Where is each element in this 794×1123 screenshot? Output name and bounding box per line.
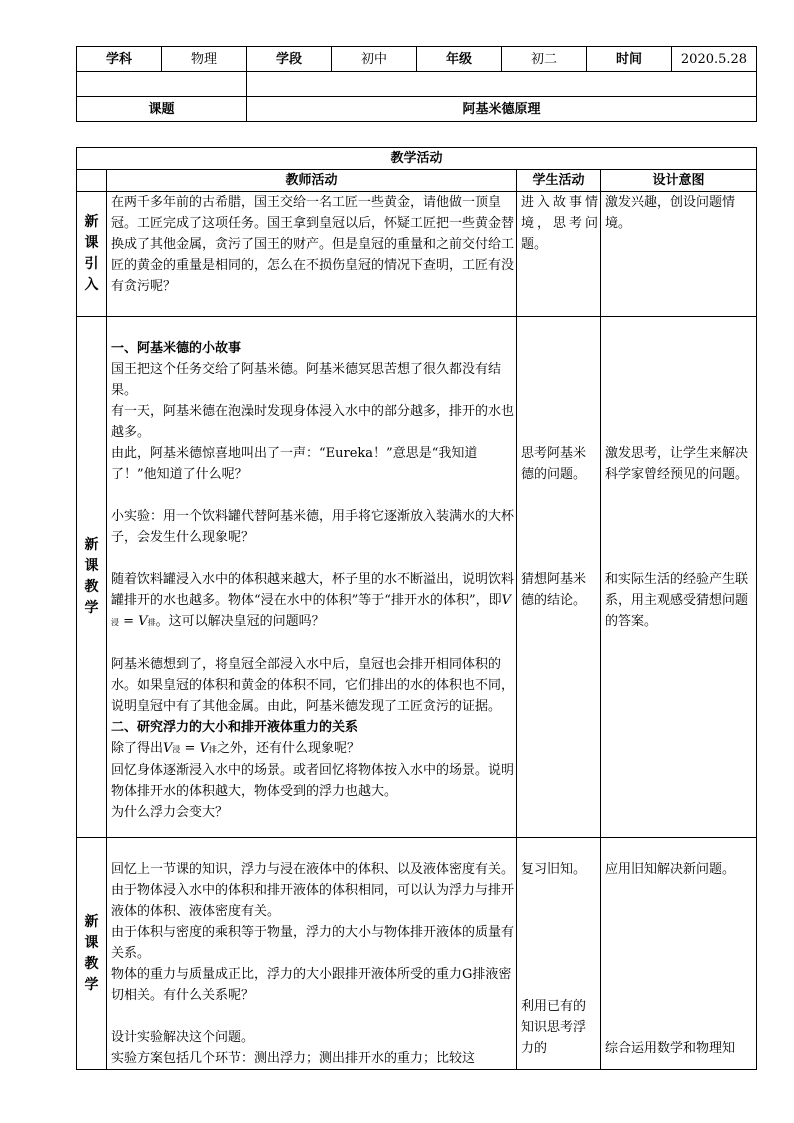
section-intro: 新 课 引 入 xyxy=(77,192,107,317)
time-label: 时间 xyxy=(587,47,672,72)
col-teacher: 教师活动 xyxy=(107,170,517,192)
section-teach-2: 新 课 教 学 xyxy=(77,838,107,1070)
col-student: 学生活动 xyxy=(517,170,601,192)
col-design: 设计意图 xyxy=(601,170,757,192)
heading-story: 一、阿基米德的小故事 xyxy=(111,341,242,356)
topic-label: 课题 xyxy=(77,97,247,122)
empty-cell xyxy=(77,72,247,97)
activity-title: 教学活动 xyxy=(77,148,757,170)
stage-value: 初中 xyxy=(332,47,417,72)
empty-cell xyxy=(77,170,107,192)
teach2-design-text: 应用旧知解决新问题。 综合运用数学和物理知 xyxy=(601,838,757,1070)
activity-table xyxy=(76,147,757,1070)
time-value: 2020.5.28 xyxy=(672,47,757,72)
grade-label: 年级 xyxy=(417,47,502,72)
teach1-teacher-text: 一、阿基米德的小故事 国王把这个任务交给了阿基米德。阿基米德冥思苦想了很久都没有结果。 有一天，阿基米德在泡澡时发现身体浸入水中的部分越多，排开的水也越多。 由此，阿基米德惊喜地叫出了一声：“Eureka！”意思是“我知道了！”他知道了什么呢？ 小实验：用一个饮料罐代替阿基米德，用手将它逐渐放入装满水的大杯子，会发生什么现象呢？ 随着饮料罐浸入水中的体积越来越大，杯子里的水不断溢出，说明饮料罐排开的水也越多。物体“浸在水中的体积”等于“排开水的体积”，即V浸 = V排。这可以解决皇冠的问题吗？ 阿基米德想到了，将皇冠全部浸入水中后，皇冠也会排开相同体积的水。如果皇冠的体积和黄金的体积不同，它们排出的水的体积也不同，说明皇冠中有了其他金属。由此，阿基米德发现了工匠贪污的证据。 二、研究浮力的大小和排开液体重力的关系 除了得出V浸 = V排之外，还有什么现象呢？ 回忆身体逐渐浸入水中的场景。或者回忆将物体按入水中的场景。说明物体排开水的体积越大，物体受到的浮力也越大。 为什么浮力会变大？ xyxy=(107,317,517,838)
stage-label: 学段 xyxy=(247,47,332,72)
grade-value: 初二 xyxy=(502,47,587,72)
empty-cell xyxy=(247,72,757,97)
teach2-student-text: 复习旧知。 利用已有的知识思考浮力的 xyxy=(517,838,601,1070)
section-teach-1: 新 课 教 学 xyxy=(77,317,107,838)
heading-buoyancy: 二、研究浮力的大小和排开液体重力的关系 xyxy=(111,720,359,735)
intro-student-text: 进入故事情境，思考问题。 xyxy=(517,192,601,317)
intro-teacher-text: 在两千多年前的古希腊，国王交给一名工匠一些黄金，请他做一顶皇冠。工匠完成了这项任务。国王拿到皇冠以后，怀疑工匠把一些黄金替换成了其他金属，贪污了国王的财产。但是皇冠的重量和之前交付给工匠的黄金的重量是相同的，怎么在不损伤皇冠的情况下查明，工匠有没有贪污呢？ xyxy=(107,192,517,317)
subject-label: 学科 xyxy=(77,47,162,72)
header-table xyxy=(76,46,757,122)
intro-design-text: 激发兴趣，创设问题情境。 xyxy=(601,192,757,317)
teach1-student-text: 思考阿基米德的问题。 猜想阿基米德的结论。 xyxy=(517,317,601,838)
teach1-design-text: 激发思考，让学生来解决科学家曾经预见的问题。 和实际生活的经验产生联系，用主观感受猜想问题的答案。 xyxy=(601,317,757,838)
topic-value: 阿基米德原理 xyxy=(247,97,757,122)
subject-value: 物理 xyxy=(162,47,247,72)
teach2-teacher-text: 回忆上一节课的知识，浮力与浸在液体中的体积、以及液体密度有关。 由于物体浸入水中的体积和排开液体的体积相同，可以认为浮力与排开液体的体积、液体密度有关。 由于体积与密度的乘积等于物量，浮力的大小与物体排开液体的质量有关系。 物体的重力与质量成正比，浮力的大小跟排开液体所受的重力G排液密切相关。有什么关系呢？ 设计实验解决这个问题。 实验方案包括几个环节：测出浮力；测出排开水的重力；比较这 xyxy=(107,838,517,1070)
